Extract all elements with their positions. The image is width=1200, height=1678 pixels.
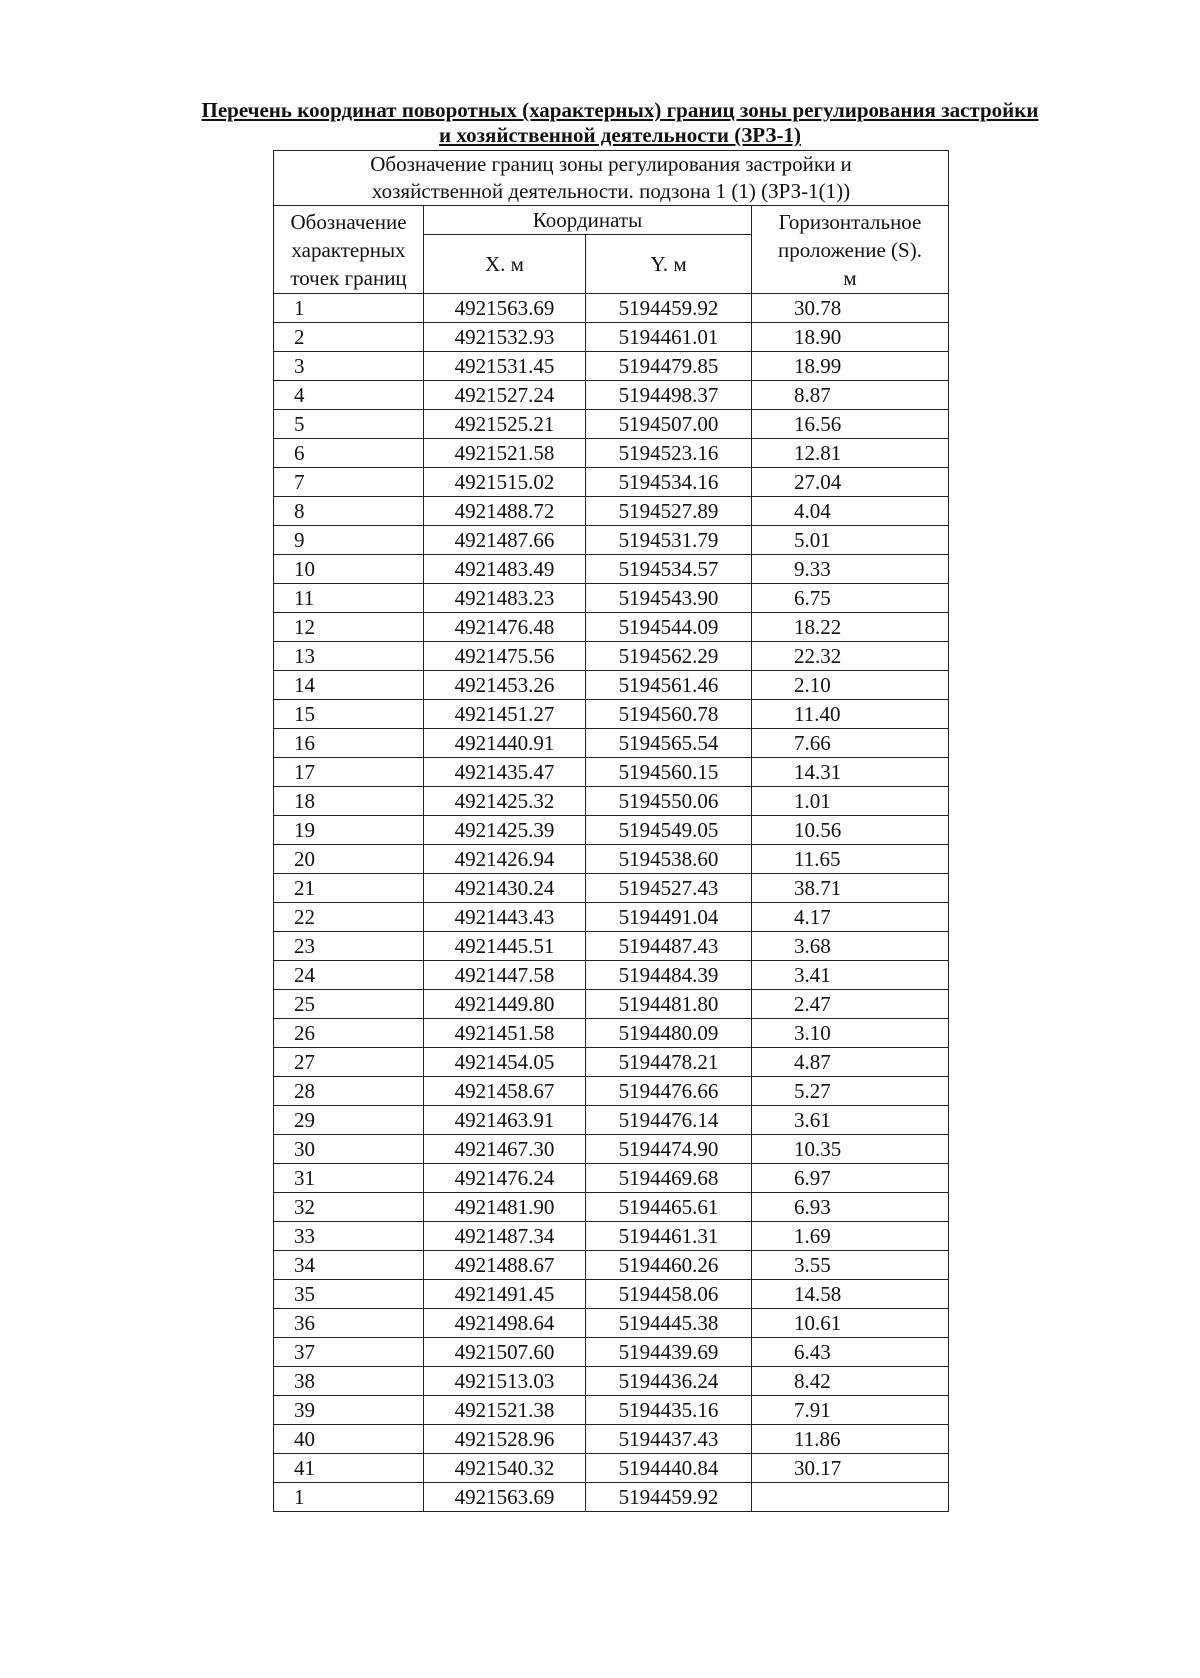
- horizontal-distance-cell: 6.97: [752, 1164, 949, 1193]
- y-coordinate-cell: 5194527.89: [586, 497, 752, 526]
- y-coordinate-cell: 5194435.16: [586, 1396, 752, 1425]
- horizontal-distance-cell: 18.99: [752, 352, 949, 381]
- horizontal-distance-cell: 3.55: [752, 1251, 949, 1280]
- point-number-cell: 2: [274, 323, 424, 352]
- y-coordinate-cell: 5194439.69: [586, 1338, 752, 1367]
- zone-caption-line-2: хозяйственной деятельности. подзона 1 (1) (ЗРЗ-1(1)): [371, 179, 851, 203]
- point-number-cell: 25: [274, 990, 424, 1019]
- y-coordinate-cell: 5194440.84: [586, 1454, 752, 1483]
- horizontal-distance-cell: 10.35: [752, 1135, 949, 1164]
- y-coordinate-cell: 5194459.92: [586, 294, 752, 323]
- horizontal-distance-cell: 10.61: [752, 1309, 949, 1338]
- horizontal-distance-cell: 18.22: [752, 613, 949, 642]
- horizontal-distance-cell: 11.40: [752, 700, 949, 729]
- x-coordinate-cell: 4921521.38: [424, 1396, 586, 1425]
- x-coordinate-cell: 4921454.05: [424, 1048, 586, 1077]
- y-coordinate-cell: 5194487.43: [586, 932, 752, 961]
- table-row: [274, 700, 949, 729]
- point-number-cell: 10: [274, 555, 424, 584]
- horizontal-distance-cell: 30.17: [752, 1454, 949, 1483]
- horizontal-distance-cell: 14.31: [752, 758, 949, 787]
- table-row: [274, 903, 949, 932]
- horizontal-distance-cell: [752, 1483, 949, 1512]
- x-coordinate-cell: 4921440.91: [424, 729, 586, 758]
- point-number-cell: 38: [274, 1367, 424, 1396]
- table-row: [274, 642, 949, 671]
- x-coordinate-cell: 4921430.24: [424, 874, 586, 903]
- horizontal-distance-cell: 2.10: [752, 671, 949, 700]
- x-coordinate-cell: 4921463.91: [424, 1106, 586, 1135]
- distance-header-line-3: м: [843, 265, 857, 290]
- table-row: [274, 961, 949, 990]
- point-number-cell: 14: [274, 671, 424, 700]
- table-row: [274, 1193, 949, 1222]
- x-coordinate-cell: 4921425.39: [424, 816, 586, 845]
- point-column-header: [274, 206, 424, 294]
- y-coordinate-cell: 5194479.85: [586, 352, 752, 381]
- y-coordinate-cell: 5194560.78: [586, 700, 752, 729]
- y-coordinate-cell: 5194527.43: [586, 874, 752, 903]
- horizontal-distance-cell: 4.87: [752, 1048, 949, 1077]
- table-row: [274, 555, 949, 584]
- table-row: [274, 294, 949, 323]
- table-row: [274, 845, 949, 874]
- table-row: [274, 1077, 949, 1106]
- point-number-cell: 23: [274, 932, 424, 961]
- document-title-line-2: и хозяйственной деятельности (ЗРЗ-1): [439, 123, 801, 147]
- y-coordinate-cell: 5194534.57: [586, 555, 752, 584]
- point-number-cell: 3: [274, 352, 424, 381]
- point-number-cell: 27: [274, 1048, 424, 1077]
- y-coordinate-cell: 5194562.29: [586, 642, 752, 671]
- y-coordinate-cell: 5194538.60: [586, 845, 752, 874]
- document-title-line-1: Перечень координат поворотных (характерных) границ зоны регулирования застройки: [201, 98, 1039, 122]
- point-number-cell: 16: [274, 729, 424, 758]
- table-row: [274, 613, 949, 642]
- horizontal-distance-cell: 6.43: [752, 1338, 949, 1367]
- y-coordinate-cell: 5194534.16: [586, 468, 752, 497]
- x-coordinate-cell: 4921476.48: [424, 613, 586, 642]
- point-number-cell: 1: [274, 1483, 424, 1512]
- y-coordinate-cell: 5194469.68: [586, 1164, 752, 1193]
- x-coordinate-cell: 4921458.67: [424, 1077, 586, 1106]
- point-number-cell: 12: [274, 613, 424, 642]
- x-coordinate-cell: 4921453.26: [424, 671, 586, 700]
- coordinates-column-header: Координаты: [424, 206, 752, 235]
- zone-caption-line-1: Обозначение границ зоны регулирования застройки и: [370, 152, 852, 176]
- distance-header-line-2: проложение (S).: [778, 237, 922, 262]
- x-coordinate-cell: 4921491.45: [424, 1280, 586, 1309]
- horizontal-distance-cell: 2.47: [752, 990, 949, 1019]
- x-coordinate-cell: 4921481.90: [424, 1193, 586, 1222]
- point-number-cell: 36: [274, 1309, 424, 1338]
- point-number-cell: 8: [274, 497, 424, 526]
- table-row: [274, 1338, 949, 1367]
- coordinates-table-body: [274, 294, 949, 1512]
- x-coordinate-cell: 4921487.66: [424, 526, 586, 555]
- point-number-cell: 28: [274, 1077, 424, 1106]
- horizontal-distance-cell: 11.86: [752, 1425, 949, 1454]
- x-coordinate-cell: 4921528.96: [424, 1425, 586, 1454]
- point-number-cell: 21: [274, 874, 424, 903]
- x-coordinate-cell: 4921488.67: [424, 1251, 586, 1280]
- y-coordinate-cell: 5194531.79: [586, 526, 752, 555]
- horizontal-distance-cell: 6.93: [752, 1193, 949, 1222]
- table-row: [274, 1396, 949, 1425]
- y-coordinate-cell: 5194461.01: [586, 323, 752, 352]
- y-coordinate-cell: 5194544.09: [586, 613, 752, 642]
- x-coordinate-cell: 4921513.03: [424, 1367, 586, 1396]
- point-number-cell: 34: [274, 1251, 424, 1280]
- y-coordinate-cell: 5194543.90: [586, 584, 752, 613]
- y-coordinate-cell: 5194476.14: [586, 1106, 752, 1135]
- x-coordinate-cell: 4921451.27: [424, 700, 586, 729]
- table-row: [274, 584, 949, 613]
- point-number-cell: 22: [274, 903, 424, 932]
- x-coordinate-cell: 4921475.56: [424, 642, 586, 671]
- x-coordinate-cell: 4921451.58: [424, 1019, 586, 1048]
- y-coordinate-cell: 5194498.37: [586, 381, 752, 410]
- zone-caption: [274, 151, 949, 206]
- point-number-cell: 24: [274, 961, 424, 990]
- point-number-cell: 35: [274, 1280, 424, 1309]
- point-number-cell: 18: [274, 787, 424, 816]
- table-row: [274, 352, 949, 381]
- distance-header-line-1: Горизонтальное: [778, 209, 922, 234]
- horizontal-distance-cell: 4.04: [752, 497, 949, 526]
- horizontal-distance-cell: 10.56: [752, 816, 949, 845]
- table-row: [274, 990, 949, 1019]
- table-row: [274, 1309, 949, 1338]
- x-coordinate-cell: 4921498.64: [424, 1309, 586, 1338]
- x-coordinate-cell: 4921476.24: [424, 1164, 586, 1193]
- table-row: [274, 1280, 949, 1309]
- y-coordinate-cell: 5194480.09: [586, 1019, 752, 1048]
- table-row: [274, 816, 949, 845]
- horizontal-distance-cell: 6.75: [752, 584, 949, 613]
- table-row: [274, 874, 949, 903]
- y-coordinate-cell: 5194550.06: [586, 787, 752, 816]
- table-row: [274, 1425, 949, 1454]
- coordinates-table: [273, 150, 949, 1512]
- y-coordinate-cell: 5194437.43: [586, 1425, 752, 1454]
- horizontal-distance-cell: 22.32: [752, 642, 949, 671]
- table-row: [274, 1048, 949, 1077]
- x-coordinate-cell: 4921515.02: [424, 468, 586, 497]
- y-coordinate-cell: 5194549.05: [586, 816, 752, 845]
- y-coordinate-cell: 5194465.61: [586, 1193, 752, 1222]
- table-row: [274, 1106, 949, 1135]
- point-number-cell: 41: [274, 1454, 424, 1483]
- y-coordinate-cell: 5194461.31: [586, 1222, 752, 1251]
- table-row: [274, 410, 949, 439]
- point-number-cell: 9: [274, 526, 424, 555]
- point-number-cell: 20: [274, 845, 424, 874]
- x-coordinate-cell: 4921487.34: [424, 1222, 586, 1251]
- horizontal-distance-cell: 1.69: [752, 1222, 949, 1251]
- table-row: [274, 1222, 949, 1251]
- table-row: [274, 671, 949, 700]
- horizontal-distance-cell: 7.66: [752, 729, 949, 758]
- horizontal-distance-cell: 18.90: [752, 323, 949, 352]
- horizontal-distance-cell: 3.41: [752, 961, 949, 990]
- point-number-cell: 31: [274, 1164, 424, 1193]
- horizontal-distance-cell: 3.10: [752, 1019, 949, 1048]
- point-number-cell: 26: [274, 1019, 424, 1048]
- x-coordinate-cell: 4921527.24: [424, 381, 586, 410]
- y-coordinate-cell: 5194491.04: [586, 903, 752, 932]
- table-row: [274, 381, 949, 410]
- table-row: [274, 1454, 949, 1483]
- horizontal-distance-cell: 11.65: [752, 845, 949, 874]
- x-coordinate-cell: 4921443.43: [424, 903, 586, 932]
- x-coordinate-cell: 4921449.80: [424, 990, 586, 1019]
- table-row: [274, 1367, 949, 1396]
- point-number-cell: 13: [274, 642, 424, 671]
- y-coordinate-cell: 5194523.16: [586, 439, 752, 468]
- y-coordinate-cell: 5194458.06: [586, 1280, 752, 1309]
- x-coordinate-cell: 4921525.21: [424, 410, 586, 439]
- x-coordinate-cell: 4921426.94: [424, 845, 586, 874]
- x-coordinate-cell: 4921445.51: [424, 932, 586, 961]
- x-coordinate-cell: 4921425.32: [424, 787, 586, 816]
- table-row: [274, 932, 949, 961]
- horizontal-distance-cell: 3.61: [752, 1106, 949, 1135]
- table-row: [274, 1019, 949, 1048]
- x-coordinate-cell: 4921467.30: [424, 1135, 586, 1164]
- point-number-cell: 15: [274, 700, 424, 729]
- y-coordinate-cell: 5194507.00: [586, 410, 752, 439]
- horizontal-distance-cell: 9.33: [752, 555, 949, 584]
- table-row: [274, 1135, 949, 1164]
- horizontal-distance-cell: 8.87: [752, 381, 949, 410]
- point-number-cell: 37: [274, 1338, 424, 1367]
- y-coordinate-cell: 5194459.92: [586, 1483, 752, 1512]
- point-number-cell: 7: [274, 468, 424, 497]
- point-number-cell: 32: [274, 1193, 424, 1222]
- y-coordinate-cell: 5194484.39: [586, 961, 752, 990]
- y-coordinate-cell: 5194436.24: [586, 1367, 752, 1396]
- y-coordinate-cell: 5194445.38: [586, 1309, 752, 1338]
- y-coordinate-cell: 5194460.26: [586, 1251, 752, 1280]
- table-row: [274, 468, 949, 497]
- x-coordinate-cell: 4921563.69: [424, 1483, 586, 1512]
- x-coordinate-cell: 4921532.93: [424, 323, 586, 352]
- table-row: [274, 497, 949, 526]
- horizontal-distance-cell: 14.58: [752, 1280, 949, 1309]
- point-number-cell: 4: [274, 381, 424, 410]
- table-row: [274, 1251, 949, 1280]
- point-number-cell: 17: [274, 758, 424, 787]
- y-column-header: Y. м: [586, 235, 752, 294]
- table-row: [274, 526, 949, 555]
- horizontal-distance-column-header: [752, 206, 949, 294]
- x-coordinate-cell: 4921540.32: [424, 1454, 586, 1483]
- horizontal-distance-cell: 3.68: [752, 932, 949, 961]
- y-coordinate-cell: 5194478.21: [586, 1048, 752, 1077]
- y-coordinate-cell: 5194565.54: [586, 729, 752, 758]
- x-coordinate-cell: 4921531.45: [424, 352, 586, 381]
- point-number-cell: 29: [274, 1106, 424, 1135]
- table-row: [274, 758, 949, 787]
- table-row: [274, 729, 949, 758]
- y-coordinate-cell: 5194481.80: [586, 990, 752, 1019]
- y-coordinate-cell: 5194561.46: [586, 671, 752, 700]
- horizontal-distance-cell: 4.17: [752, 903, 949, 932]
- point-number-cell: 5: [274, 410, 424, 439]
- x-coordinate-cell: 4921483.49: [424, 555, 586, 584]
- point-header-line-1: Обозначение: [290, 209, 407, 234]
- table-row: [274, 1483, 949, 1512]
- x-coordinate-cell: 4921507.60: [424, 1338, 586, 1367]
- point-header-line-2: характерных: [291, 237, 406, 262]
- point-number-cell: 33: [274, 1222, 424, 1251]
- point-number-cell: 39: [274, 1396, 424, 1425]
- table-row: [274, 323, 949, 352]
- table-row: [274, 439, 949, 468]
- y-coordinate-cell: 5194560.15: [586, 758, 752, 787]
- x-coordinate-cell: 4921488.72: [424, 497, 586, 526]
- horizontal-distance-cell: 16.56: [752, 410, 949, 439]
- point-header-line-3: точек границ: [290, 265, 407, 290]
- table-row: [274, 1164, 949, 1193]
- point-number-cell: 6: [274, 439, 424, 468]
- horizontal-distance-cell: 27.04: [752, 468, 949, 497]
- horizontal-distance-cell: 5.01: [752, 526, 949, 555]
- point-number-cell: 1: [274, 294, 424, 323]
- horizontal-distance-cell: 7.91: [752, 1396, 949, 1425]
- zone-caption-row: [274, 151, 949, 206]
- horizontal-distance-cell: 38.71: [752, 874, 949, 903]
- x-column-header: X. м: [424, 235, 586, 294]
- column-header-row: [274, 206, 949, 235]
- horizontal-distance-cell: 12.81: [752, 439, 949, 468]
- x-coordinate-cell: 4921563.69: [424, 294, 586, 323]
- horizontal-distance-cell: 1.01: [752, 787, 949, 816]
- table-row: [274, 787, 949, 816]
- point-number-cell: 40: [274, 1425, 424, 1454]
- horizontal-distance-cell: 5.27: [752, 1077, 949, 1106]
- x-coordinate-cell: 4921521.58: [424, 439, 586, 468]
- horizontal-distance-cell: 30.78: [752, 294, 949, 323]
- x-coordinate-cell: 4921435.47: [424, 758, 586, 787]
- y-coordinate-cell: 5194474.90: [586, 1135, 752, 1164]
- horizontal-distance-cell: 8.42: [752, 1367, 949, 1396]
- x-coordinate-cell: 4921447.58: [424, 961, 586, 990]
- x-coordinate-cell: 4921483.23: [424, 584, 586, 613]
- document-title: [120, 98, 1120, 148]
- point-number-cell: 30: [274, 1135, 424, 1164]
- point-number-cell: 11: [274, 584, 424, 613]
- point-number-cell: 19: [274, 816, 424, 845]
- y-coordinate-cell: 5194476.66: [586, 1077, 752, 1106]
